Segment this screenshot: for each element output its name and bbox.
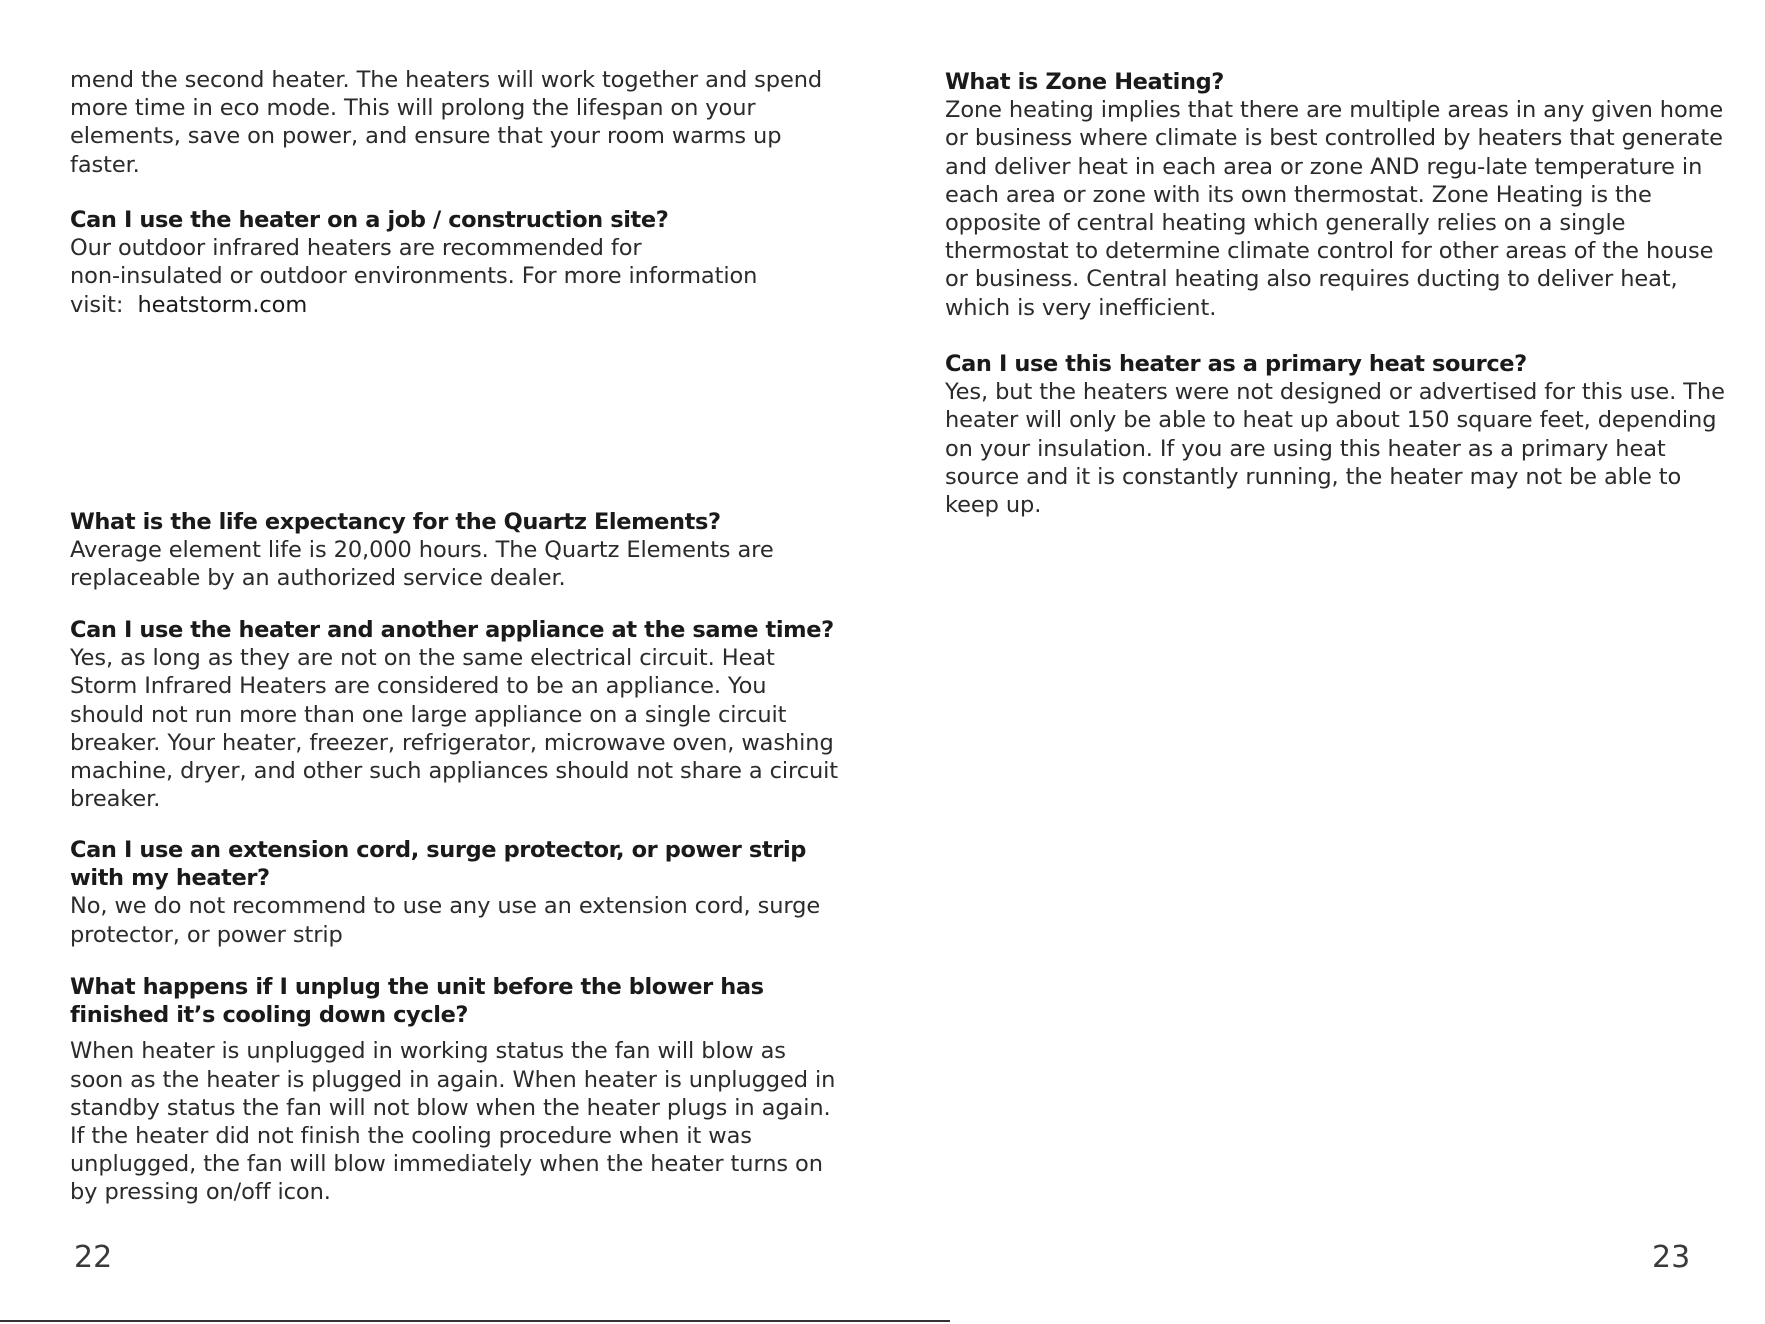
page-number: 23 — [1652, 1240, 1691, 1275]
faq-unplug — [70, 973, 840, 1207]
faq-extension-cord — [70, 836, 840, 949]
faq-answer-line: Our outdoor infrared heaters are recommended for — [70, 235, 642, 262]
faq-job-site — [70, 206, 840, 319]
faq-answer-line: non-insulated or outdoor environments. For more information — [70, 263, 758, 290]
faq-answer: Yes, but the heaters were not designed or advertised for this use. The heater will only be able to heat up about 150 square feet, depending on your insulation. If you are using this heater as a primary heat source and it is constantly running, the heater may not be able to keep up. — [945, 379, 1725, 519]
intro-paragraph — [70, 66, 840, 179]
page-number: 22 — [74, 1240, 113, 1275]
visit-prefix: visit: — [70, 291, 138, 318]
faq-answer: Average element life is 20,000 hours. The Quartz Elements are replaceable by an authorized service dealer. — [70, 537, 774, 592]
faq-life-expectancy — [70, 508, 840, 593]
faq-primary-heat — [945, 350, 1725, 519]
faq-answer: Yes, as long as they are not on the same electrical circuit. Heat Storm Infrared Heaters are considered to be an appliance. You should not run more than one large appliance on a single circuit breaker. Your heater, freezer, refrigerator, microwave oven, washing machine, dryer, and other such appliances should not share a circuit breaker. — [70, 645, 839, 813]
faq-question: Can I use this heater as a primary heat source? — [945, 351, 1527, 377]
faq-answer: Zone heating implies that there are multiple areas in any given home or business where climate is best controlled by heaters that generate and deliver heat in each area or zone AND regu-late temperature in each area or zone with its own thermostat. Zone Heating is the opposite of central heating which generally relies on a single thermostat to determine climate control for other areas of the house or business. Central heating also requires ducting to deliver heat, which is very inefficient. — [945, 97, 1724, 321]
faq-answer: No, we do not recommend to use any use an extension cord, surge protector, or power strip — [70, 893, 821, 948]
faq-question: Can I use the heater on a job / construction site? — [70, 207, 669, 233]
faq-answer-visit — [70, 291, 840, 319]
bottom-rule — [0, 1320, 950, 1322]
faq-question: What happens if I unplug the unit before the blower has finished it’s cooling down cycle? — [70, 974, 764, 1029]
faq-question: Can I use an extension cord, surge protector, or power strip with my heater? — [70, 837, 806, 892]
intro-text: mend the second heater. The heaters will work together and spend more time in eco mode. This will prolong the lifespan on your elements, save on power, and ensure that your room warms up faster. — [70, 67, 823, 178]
faq-zone-heating — [945, 68, 1725, 322]
faq-question: What is the life expectancy for the Quartz Elements? — [70, 509, 721, 535]
faq-question: What is Zone Heating? — [945, 69, 1224, 95]
website-link[interactable]: heatstorm.com — [137, 291, 308, 318]
faq-appliance — [70, 616, 840, 813]
faq-question: Can I use the heater and another appliance at the same time? — [70, 617, 834, 643]
faq-answer: When heater is unplugged in working status the fan will blow as soon as the heater is plugged in again. When heater is unplugged in standby status the fan will not blow when the heater plugs in again. If the heater did not finish the cooling procedure when it was unplugged, the fan will blow immediately when the heater turns on by pressing on/off icon. — [70, 1038, 836, 1206]
